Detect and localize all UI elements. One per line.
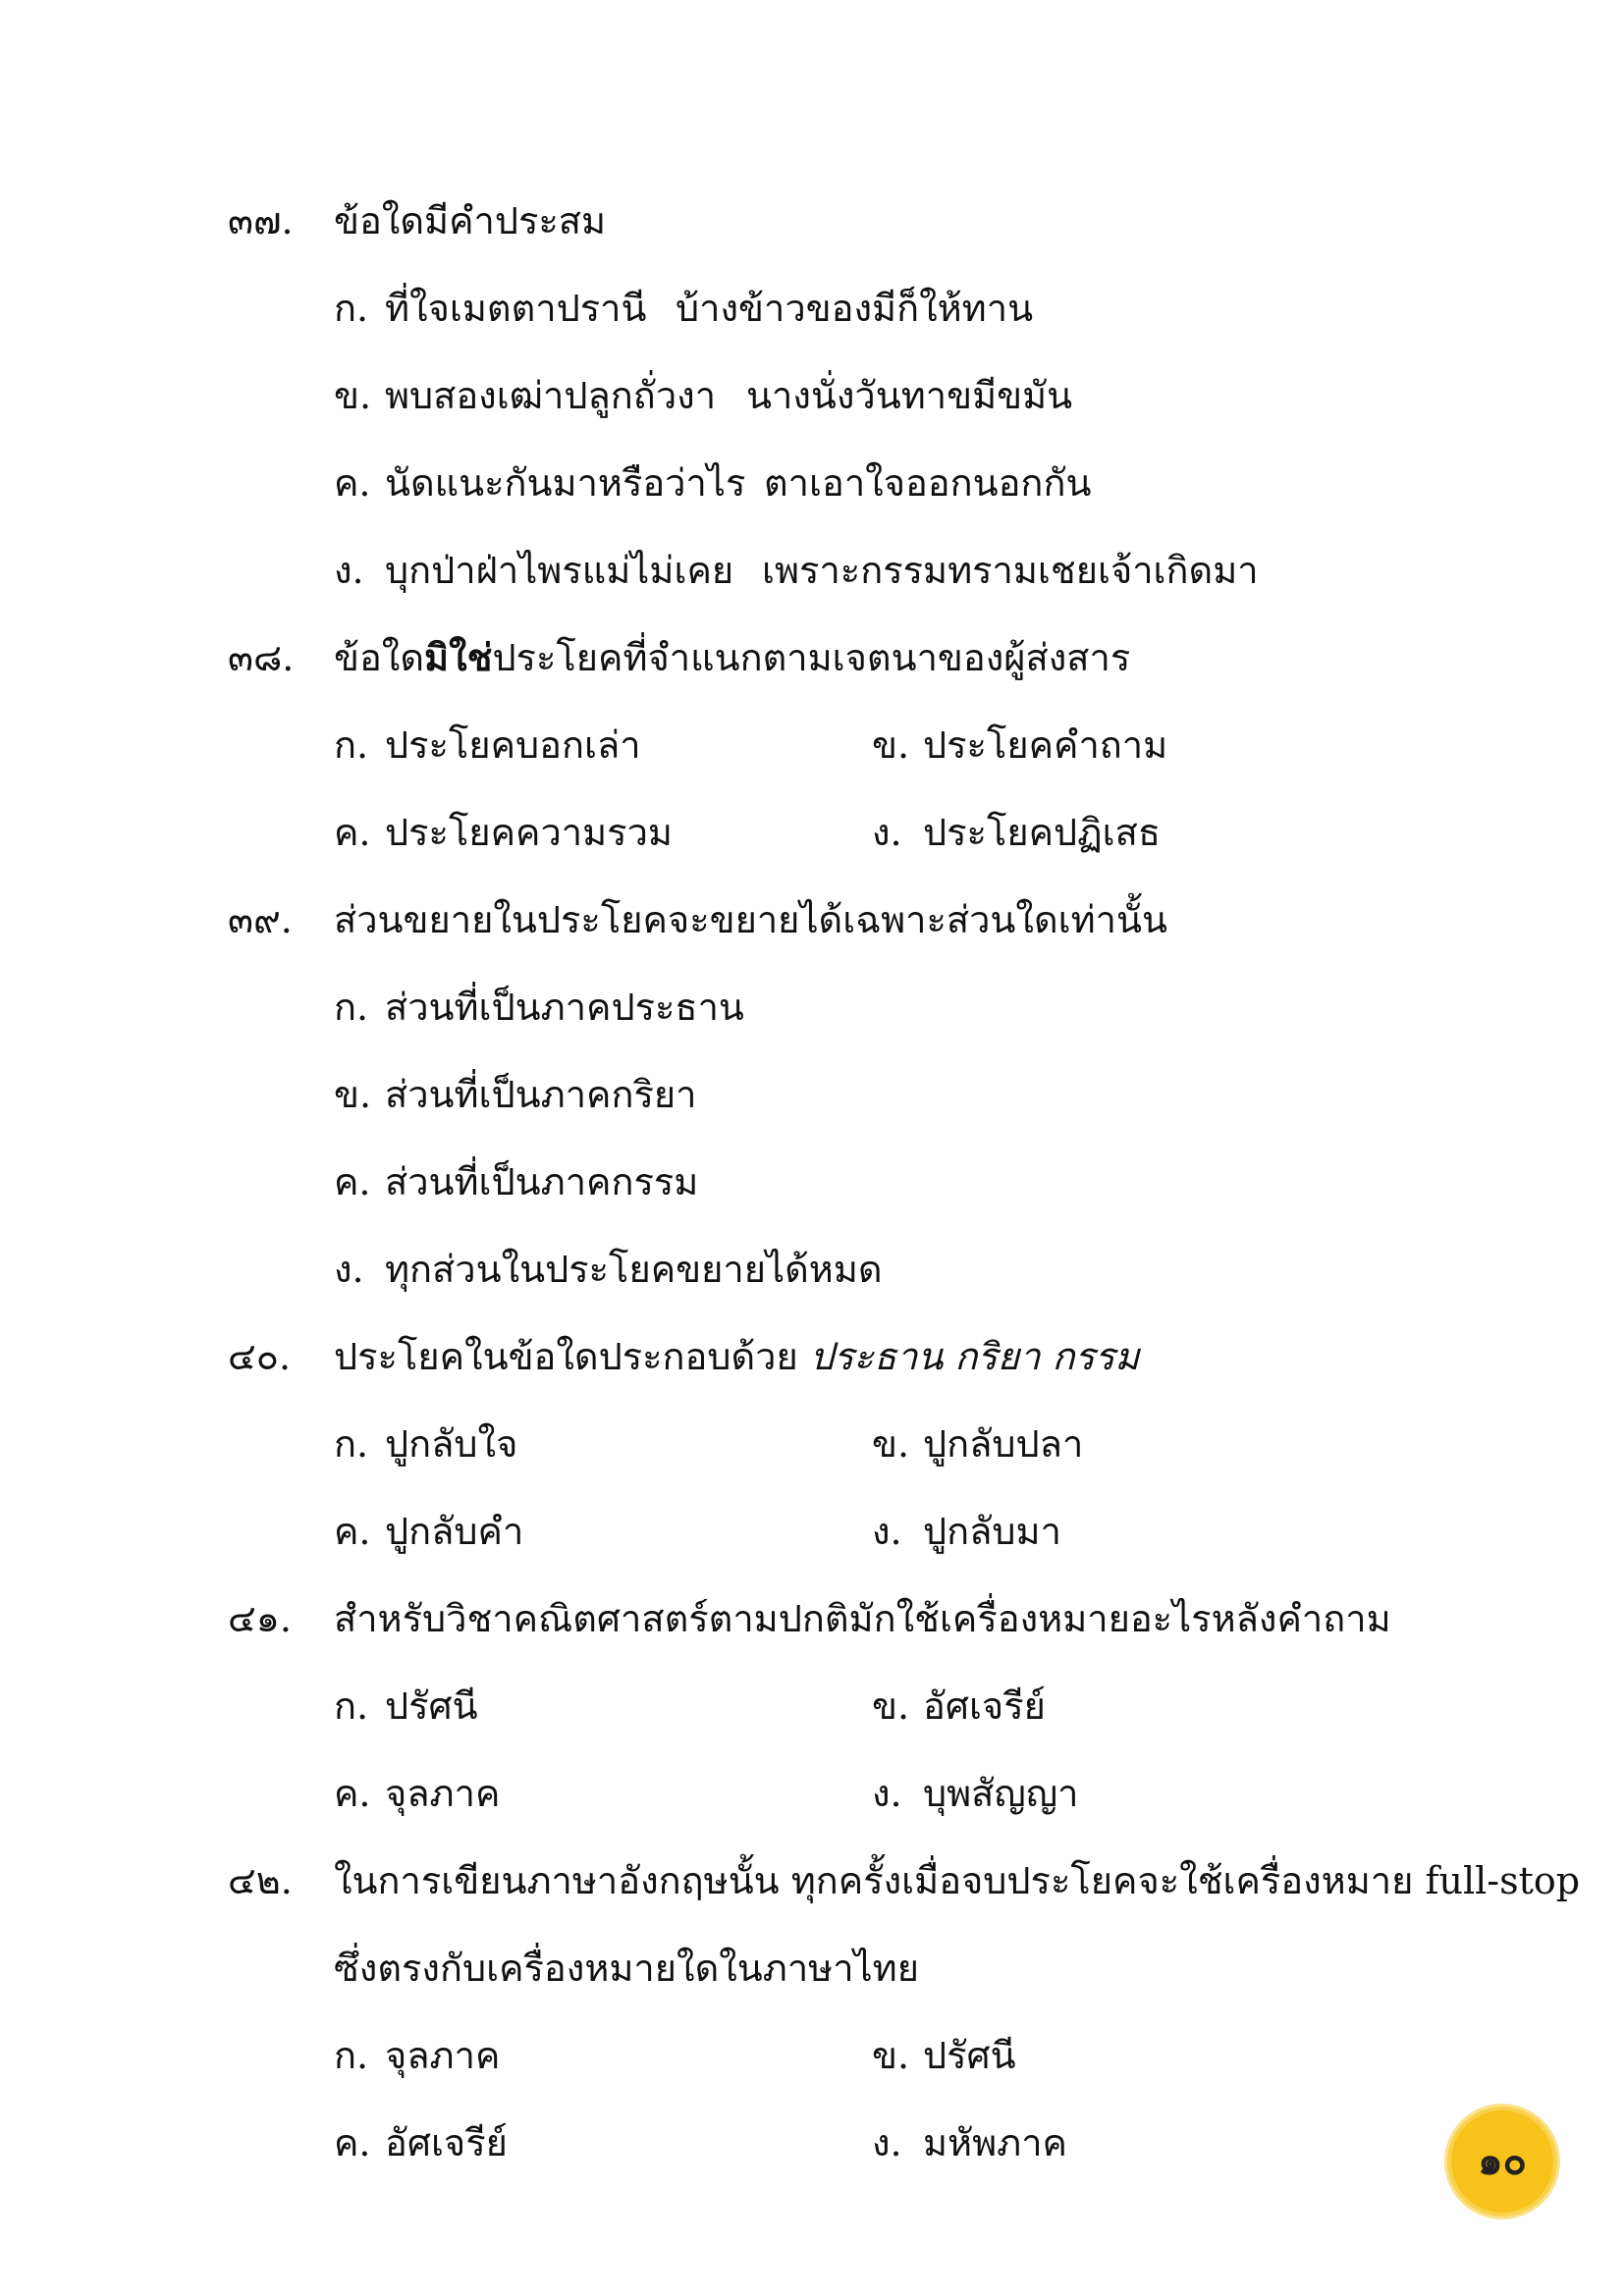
- option-text-part-1: ที่ใจเมตตาปรานี: [385, 287, 647, 330]
- question-number: ๔๒.: [228, 1859, 293, 1902]
- question-number: ๓๘.: [228, 636, 295, 679]
- option-c-label[interactable]: ค.: [334, 2121, 371, 2164]
- question-text: ส่วนขยายในประโยคจะขยายได้เฉพาะส่วนใดเท่านั้น: [334, 898, 1167, 941]
- question-text-line-1: ในการเขียนภาษาอังกฤษนั้น ทุกครั้งเมื่อจบประโยคจะใช้เครื่องหมาย full-stop: [334, 1859, 1581, 1902]
- option-c-text[interactable]: ประโยคความรวม: [385, 811, 673, 854]
- question-text-emphasis: มิใช่: [424, 635, 493, 679]
- option-text: ส่วนที่เป็นภาคกรรม: [385, 1160, 699, 1203]
- option-label: ก.: [334, 287, 369, 330]
- option-c-text[interactable]: อัศเจรีย์: [385, 2121, 508, 2164]
- option-a-label[interactable]: ก.: [334, 2034, 369, 2077]
- option-b-text[interactable]: ปรัศนี: [923, 2034, 1016, 2077]
- option-label: ง.: [334, 1248, 364, 1291]
- option-a-text[interactable]: ปรัศนี: [385, 1684, 478, 1728]
- question-number: ๓๙.: [228, 898, 293, 941]
- question-text-pre: ข้อใด: [334, 636, 425, 679]
- option-text-part-2: เพราะกรรมทรามเชยเจ้าเกิดมา: [762, 549, 1259, 592]
- option-text: ทุกส่วนในประโยคขยายได้หมด: [385, 1248, 883, 1291]
- option-c-text[interactable]: ปูกลับคำ: [385, 1510, 524, 1553]
- option-b-text[interactable]: ปูกลับปลา: [923, 1422, 1084, 1466]
- option-c-label[interactable]: ค.: [334, 811, 371, 854]
- option-a-label[interactable]: ก.: [334, 1684, 369, 1728]
- question-number: ๓๗.: [228, 199, 294, 242]
- option-text-part-1: บุกป่าฝ่าไพรแม่ไม่เคย: [385, 549, 734, 592]
- page-number-badge: [1451, 2110, 1553, 2213]
- option-b-text[interactable]: อัศเจรีย์: [923, 1684, 1046, 1728]
- option-d-label[interactable]: ง.: [872, 1510, 902, 1553]
- option-label: ง.: [334, 549, 364, 592]
- option-text-part-2: นางนั่งวันทาขมีขมัน: [746, 374, 1073, 417]
- option-c-label[interactable]: ค.: [334, 1772, 371, 1815]
- option-d-label[interactable]: ง.: [872, 811, 902, 854]
- option-d-label[interactable]: ง.: [872, 2121, 902, 2164]
- option-b-text[interactable]: ประโยคคำถาม: [923, 723, 1168, 767]
- option-b-label[interactable]: ข.: [872, 1422, 910, 1466]
- option-label: ค.: [334, 1160, 371, 1203]
- option-text: ส่วนที่เป็นภาคกริยา: [385, 1073, 697, 1116]
- option-b-label[interactable]: ข.: [872, 723, 910, 767]
- option-text: ส่วนที่เป็นภาคประธาน: [385, 986, 744, 1029]
- option-b-label[interactable]: ข.: [872, 1684, 910, 1728]
- option-a-text[interactable]: ปูกลับใจ: [385, 1422, 518, 1466]
- option-d-text[interactable]: บุพสัญญา: [923, 1772, 1079, 1815]
- option-a-text[interactable]: จุลภาค: [385, 2034, 501, 2077]
- option-a-label[interactable]: ก.: [334, 723, 369, 767]
- option-d-text[interactable]: มหัพภาค: [923, 2121, 1067, 2164]
- question-text: [334, 628, 1130, 687]
- question-number: ๔๑.: [228, 1597, 292, 1640]
- option-a-text[interactable]: ประโยคบอกเล่า: [385, 723, 641, 767]
- question-text: สำหรับวิชาคณิตศาสตร์ตามปกติมักใช้เครื่องหมายอะไรหลังคำถาม: [334, 1597, 1391, 1640]
- option-d-label[interactable]: ง.: [872, 1772, 902, 1815]
- option-label: ข.: [334, 374, 372, 417]
- option-label: ก.: [334, 986, 369, 1029]
- question-text-main: ประโยคในข้อใดประกอบด้วย: [334, 1335, 798, 1378]
- option-text-part-2: ตาเอาใจออกนอกกัน: [764, 461, 1092, 505]
- option-label: ข.: [334, 1073, 372, 1116]
- option-c-text[interactable]: จุลภาค: [385, 1772, 501, 1815]
- page-number: ๑๐: [1478, 2138, 1527, 2184]
- option-d-text[interactable]: ประโยคปฏิเสธ: [923, 811, 1162, 854]
- option-d-text[interactable]: ปูกลับมา: [923, 1510, 1061, 1553]
- question-text-post: ประโยคที่จำแนกตามเจตนาของผู้ส่งสาร: [492, 636, 1131, 679]
- option-text-part-1: พบสองเฒ่าปลูกถั่วงา: [385, 374, 717, 417]
- question-text-italic: ประธาน กริยา กรรม: [809, 1335, 1140, 1378]
- question-number: ๔๐.: [228, 1335, 292, 1378]
- question-text: ข้อใดมีคำประสม: [334, 199, 607, 242]
- option-a-label[interactable]: ก.: [334, 1422, 369, 1466]
- question-text-line-2: ซึ่งตรงกับเครื่องหมายใดในภาษาไทย: [334, 1947, 919, 1990]
- question-text: [334, 1327, 1139, 1386]
- option-b-label[interactable]: ข.: [872, 2034, 910, 2077]
- option-label: ค.: [334, 461, 371, 505]
- option-text-part-1: นัดแนะกันมาหรือว่าไร: [385, 461, 746, 505]
- option-c-label[interactable]: ค.: [334, 1510, 371, 1553]
- option-text-part-2: บ้างข้าวของมีก็ให้ทาน: [676, 287, 1034, 330]
